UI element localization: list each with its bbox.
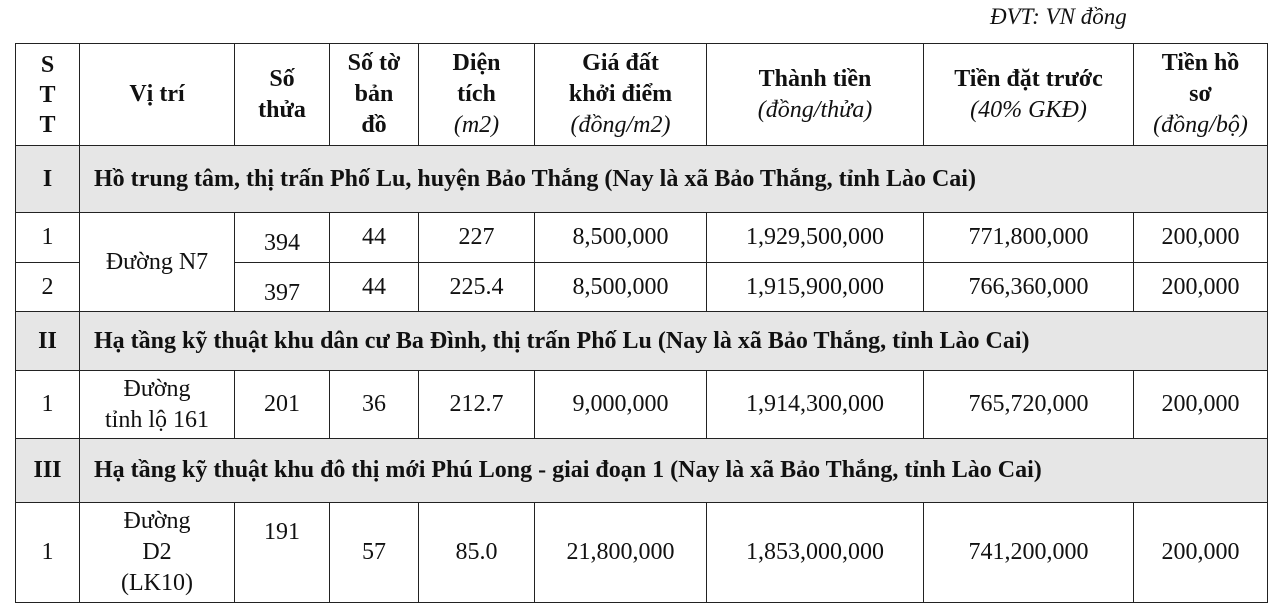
cell-so-to: 44 [330, 213, 419, 263]
header-gia-dat: Giá đất khởi điểm (đồng/m2) [535, 44, 707, 146]
header-tien-dat-truoc: Tiền đặt trước (40% GKĐ) [924, 44, 1134, 146]
table-header-row [16, 44, 1268, 146]
unit-note: ĐVT: VN đồng [990, 4, 1127, 29]
cell-dien-tich: 85.0 [419, 503, 535, 603]
cell-tien-dat-truoc: 765,720,000 [924, 371, 1134, 439]
cell-thanh-tien: 1,929,500,000 [707, 213, 924, 263]
cell-dien-tich: 227 [419, 213, 535, 263]
cell-tien-dat-truoc: 771,800,000 [924, 213, 1134, 263]
section-title: Hạ tầng kỹ thuật khu đô thị mới Phú Long - giai đoạn 1 (Nay là xã Bảo Thắng, tỉnh Lào Cai) [80, 439, 1268, 503]
cell-stt: 1 [16, 213, 80, 263]
cell-tien-ho-so: 200,000 [1134, 263, 1268, 312]
cell-stt: 1 [16, 503, 80, 603]
section-row [16, 312, 1268, 371]
cell-gia-dat: 8,500,000 [535, 213, 707, 263]
cell-so-to: 57 [330, 503, 419, 603]
section-number: I [16, 146, 80, 213]
cell-tien-ho-so: 200,000 [1134, 503, 1268, 603]
cell-tien-dat-truoc: 766,360,000 [924, 263, 1134, 312]
header-so-thua: Số thửa [235, 44, 330, 146]
cell-location: Đường N7 [80, 213, 235, 312]
table-row [16, 371, 1268, 439]
table-row [16, 213, 1268, 263]
cell-gia-dat: 9,000,000 [535, 371, 707, 439]
cell-so-thua: 191 [235, 503, 330, 603]
section-number: II [16, 312, 80, 371]
header-so-to-ban-do: Số tờ bản đồ [330, 44, 419, 146]
cell-tien-ho-so: 200,000 [1134, 213, 1268, 263]
section-row [16, 146, 1268, 213]
section-title: Hạ tầng kỹ thuật khu dân cư Ba Đình, thị trấn Phố Lu (Nay là xã Bảo Thắng, tỉnh Lào Cai) [80, 312, 1268, 371]
section-title: Hồ trung tâm, thị trấn Phố Lu, huyện Bảo Thắng (Nay là xã Bảo Thắng, tỉnh Lào Cai) [80, 146, 1268, 213]
header-vi-tri: Vị trí [80, 44, 235, 146]
section-row [16, 439, 1268, 503]
cell-location: Đường tỉnh lộ 161 [80, 371, 235, 439]
cell-thanh-tien: 1,914,300,000 [707, 371, 924, 439]
cell-stt: 2 [16, 263, 80, 312]
table-row [16, 503, 1268, 603]
cell-so-to: 36 [330, 371, 419, 439]
cell-so-thua: 394 [235, 213, 330, 263]
cell-tien-dat-truoc: 741,200,000 [924, 503, 1134, 603]
cell-location: Đường D2 (LK10) [80, 503, 235, 603]
land-auction-table [15, 43, 1268, 603]
cell-stt: 1 [16, 371, 80, 439]
cell-dien-tich: 225.4 [419, 263, 535, 312]
cell-so-thua: 397 [235, 263, 330, 312]
cell-gia-dat: 8,500,000 [535, 263, 707, 312]
header-dien-tich: Diện tích (m2) [419, 44, 535, 146]
cell-gia-dat: 21,800,000 [535, 503, 707, 603]
header-thanh-tien: Thành tiền (đồng/thửa) [707, 44, 924, 146]
cell-tien-ho-so: 200,000 [1134, 371, 1268, 439]
header-tien-ho-so: Tiền hồ sơ (đồng/bộ) [1134, 44, 1268, 146]
cell-so-thua: 201 [235, 371, 330, 439]
cell-thanh-tien: 1,853,000,000 [707, 503, 924, 603]
header-stt: S T T [16, 44, 80, 146]
cell-dien-tich: 212.7 [419, 371, 535, 439]
cell-so-to: 44 [330, 263, 419, 312]
cell-thanh-tien: 1,915,900,000 [707, 263, 924, 312]
section-number: III [16, 439, 80, 503]
